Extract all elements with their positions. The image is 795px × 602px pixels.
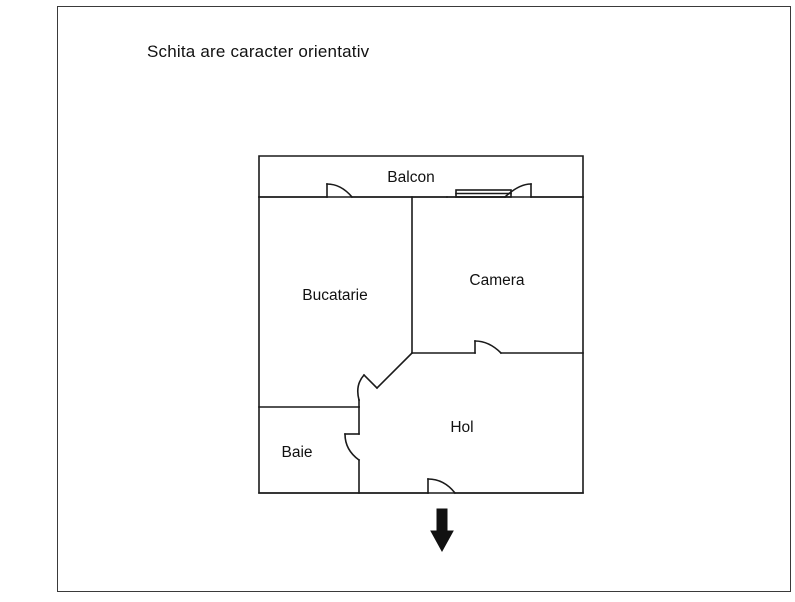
room-label-bucatarie: Bucatarie (302, 287, 368, 304)
kitchen-balcony-door-arc (327, 184, 352, 197)
room-label-hol: Hol (450, 419, 474, 436)
room-label-camera: Camera (469, 272, 525, 289)
entrance-arrow (431, 509, 453, 551)
entrance-door-arc (428, 479, 455, 493)
diagonal-wall-upper (377, 353, 412, 388)
diagram-caption: Schita are caracter orientativ (147, 42, 370, 61)
baie-door-arc (345, 434, 359, 460)
camera-hol-door-arc (475, 341, 501, 353)
kitchen-hol-door-arc (358, 375, 364, 400)
room-label-baie: Baie (281, 444, 313, 461)
kitchen-hol-door-leaf (364, 375, 377, 388)
room-label-balcon: Balcon (387, 169, 435, 186)
